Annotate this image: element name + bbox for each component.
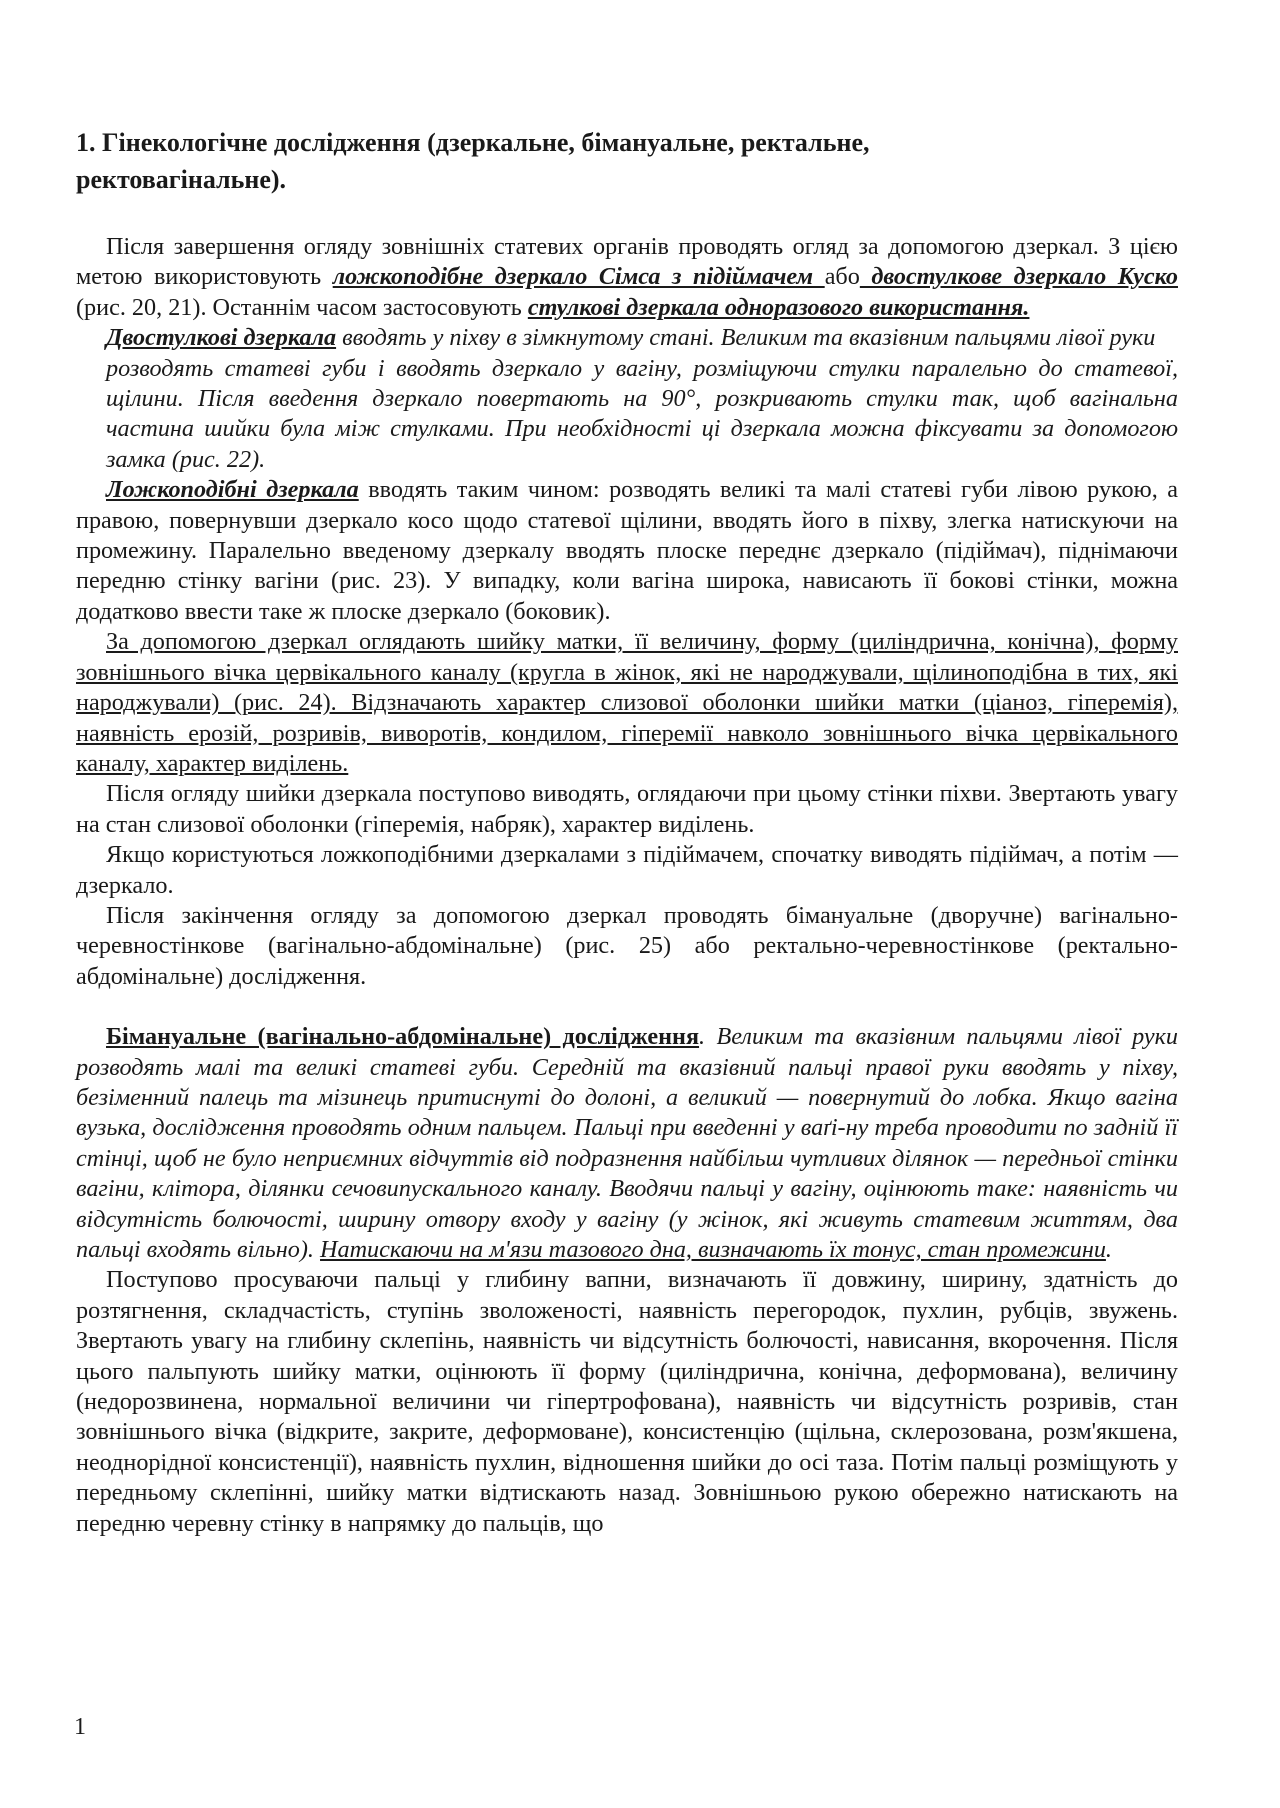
emphasis-sims-speculum: ложкоподібне дзеркало Сімса з підіймачем <box>332 263 825 291</box>
paragraph-bivalve-speculum-2: розводять статеві губи і вводять дзеркало у вагіну, розміщуючи стулки паралельно до статевої, щілини. Після введення дзеркало повертають на 90°, розкривають стулки так, щоб вагінальна частина шийки була між стулками. При необхідності ці дзеркала можна фіксувати за допомогою замка (рис. 22). <box>106 354 1178 473</box>
emphasis-pelvic-floor: Натискаючи на м'язи тазового дна, визначають їх тонус, стан промежини <box>320 1236 1106 1263</box>
heading-line-1: 1. Гінекологічне дослідження (дзеркальне, бімануальне, ректальне, <box>76 128 870 157</box>
emphasis-spoon-speculum: Ложкоподібні дзеркала <box>106 476 359 504</box>
section-heading <box>76 124 1178 198</box>
paragraph-bivalve-speculum-1: Двостулкові дзеркала вводять у піхву в зімкнутому стані. Великим та вказівним пальцями лівої руки <box>106 324 1156 352</box>
emphasis-disposable-speculum: стулкові дзеркала одноразового використання. <box>527 293 1030 321</box>
paragraph-bimanual-exam: Бімануальне (вагінально-абдомінальне) дослідження. Великим та вказівним пальцями лівої руки розводять малі та великі статеві губи. Середній та вказівний пальці правої руки вводять у піхву, безіменний палець та мізинець притиснуті до долоні, а великий — повернутий до лобка. Якщо вагіна вузька, дослідження проводять одним пальцем. Пальці при введенні у ваґі-ну треба проводити по задній її стінці, щоб не було неприємних відчуттів від подразнення найбільш чутливих ділянок — передньої стінки вагіни, клітора, ділянки сечовипускального каналу. Вводячи пальці у вагіну, оцінюють таке: наявність чи відсутність болючості, ширину отвору входу у вагіну (у жінок, які живуть статевим життям, два пальці входять вільно). Натискаючи на м'язи тазового дна, визначають їх тонус, стан промежини. <box>76 1023 1178 1263</box>
paragraph-palpation: Поступово просуваючи пальці у глибину вапни, визначають її довжину, ширину, здатність до розтягнення, складчастість, ступінь зволоженості, наявність перегородок, пухлин, рубців, звужень. Звертають увагу на глибину склепінь, наявність чи відсутність болючості, нависання, вкорочення. Після цього пальпують шийку матки, оцінюють її форму (циліндрична, конічна, деформована), величину (недорозвинена, нормальної величини чи гіпертрофована), наявність чи відсутність розривів, стан зовнішнього вічка (відкрите, закрите, деформоване), консистенцію (щільна, склерозована, розм'якшена, неоднорідної консистенції), наявність пухлин, відношення шийки до осі таза. Потім пальці розміщують у передньому склепінні, шийку матки відтискають назад. Зовнішньою рукою обережно натискають на передню черевну стінку в напрямку до пальців, що <box>76 1266 1178 1537</box>
paragraph-spoon-speculum: Ложкоподібні дзеркала вводять таким чином: розводять великі та малі статеві губи лівою рукою, а правою, повернувши дзеркало косо щодо статевої щілини, вводять його в піхву, злегка натискуючи на промежину. Паралельно введеному дзеркалу вводять плоске переднє дзеркало (підіймач), піднімаючи передню стінку вагіни (рис. 23). У випадку, коли вагіна широка, нависають її бокові стінки, можна додатково ввести таке ж плоске дзеркало (боковик). <box>76 476 1178 625</box>
paragraph-cervix-inspection: За допомогою дзеркал оглядають шийку матки, її величину, форму (циліндрична, конічна), форму зовнішнього вічка цервікального каналу (кругла в жінок, які не народжували, щілиноподібна в тих, які народжували) (рис. 24). Відзначають характер слизової оболонки шийки матки (ціаноз, гіперемія), наявність ерозій, розривів, виворотів, кондилом, гіперемії навколо зовнішнього вічка цервікального каналу, характер виділень. <box>76 628 1178 777</box>
emphasis-bivalve-speculum: Двостулкові дзеркала <box>106 324 337 352</box>
paragraph-bimanual-intro: Після закінчення огляду за допомогою дзеркал проводять бімануальне (дворучне) вагінально-черевностінкове (вагінально-абдомінальне) (рис. 25) або ректально-черевностінкове (ректально-абдомінальне) дослідження. <box>76 901 1178 990</box>
emphasis-cusco-speculum: двостулкове дзеркало Куско <box>859 263 1178 291</box>
page-number: 1 <box>74 1714 86 1740</box>
paragraph-speculum-removal: Після огляду шийки дзеркала поступово виводять, оглядаючи при цьому стінки піхви. Звертають увагу на стан слизової оболонки (гіперемія, набряк), характер виділень. <box>76 780 1178 838</box>
document-page <box>76 124 1178 1539</box>
paragraph-lift-removal: Якщо користуються ложкоподібними дзеркалами з підіймачем, спочатку виводять підіймач, а потім — дзеркало. <box>76 841 1178 899</box>
heading-line-2: ректовагінальне). <box>76 165 287 194</box>
emphasis-bimanual-exam: Бімануальне (вагінально-абдомінальне) дослідження <box>106 1023 700 1051</box>
paragraph-speculum-intro: Після завершення огляду зовнішніх статевих органів проводять огляд за допомогою дзеркал. З цією метою використовують ложкоподібне дзеркало Сімса з підіймачем або двостулкове дзеркало Куско (рис. 20, 21). Останнім часом застосовують стулкові дзеркала одноразового використання. <box>76 233 1178 321</box>
